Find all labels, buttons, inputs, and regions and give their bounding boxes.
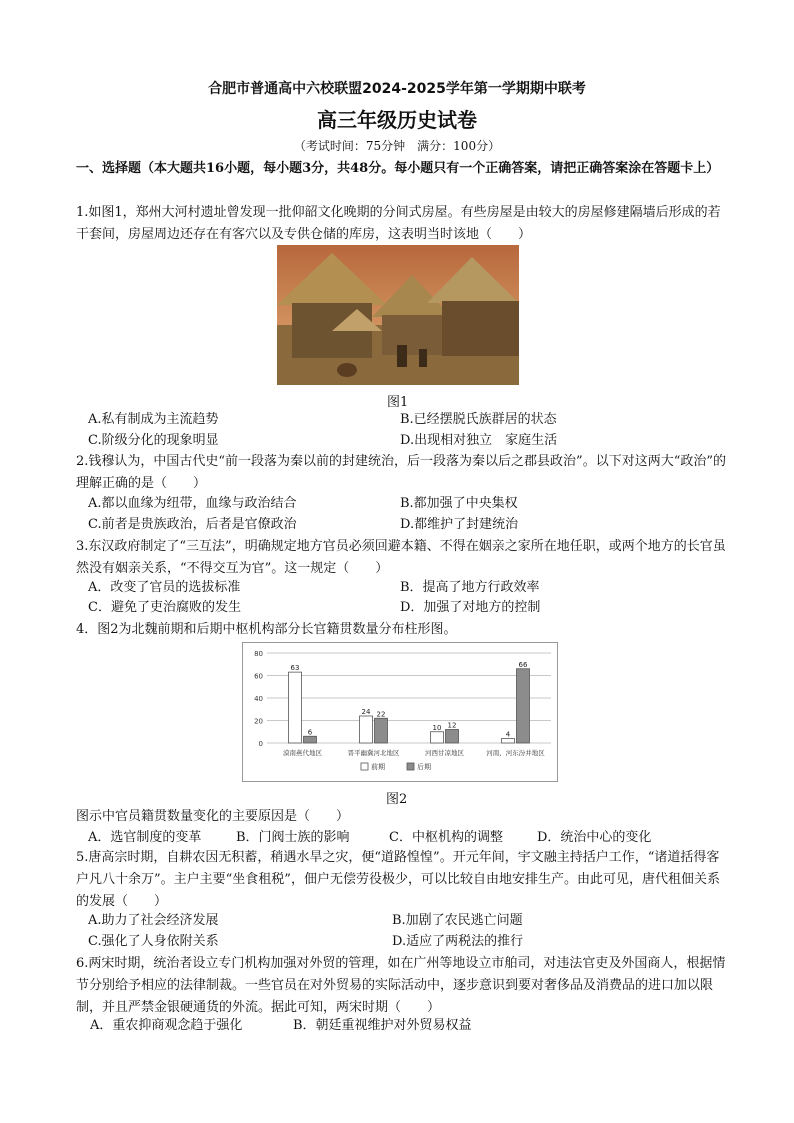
x-tick-label: 晋平幽冀河北地区	[347, 749, 400, 757]
legend-swatch	[361, 763, 368, 770]
q2-stem: 2.钱穆认为，中国古代史“前一段落为秦以前的封建统治，后一段落为秦以后之郡县政治”。以下对这两大“政治”的理解正确的是（ ）	[76, 454, 726, 491]
figure1-caption: 图1	[387, 395, 409, 410]
figure2-caption: 图2	[386, 792, 408, 807]
q1-option-a: A.私有制成为主流趋势	[88, 412, 219, 427]
data-label: 66	[518, 660, 528, 669]
legend-label: 前期	[371, 763, 385, 771]
q1-stem: 1.如图1，郑州大河村遗址曾发现一批仰韶文化晚期的分间式房屋。有些房屋是由较大的房屋修建隔墙后形成的若干套间，房屋周边还存在有客穴以及专供仓储的库房，这表明当时该地（ ）	[76, 205, 721, 242]
data-label: 24	[361, 708, 371, 716]
q2-option-c: C.前者是贵族政治，后者是官僚政治	[88, 517, 297, 532]
x-tick-label: 漠南燕代地区	[283, 749, 322, 757]
q3-option-c: C．避免了吏治腐败的发生	[88, 600, 241, 615]
q6-option-b: B．朝廷重视维护对外贸易权益	[293, 1018, 472, 1033]
q2-option-d: D.都维护了封建统治	[400, 517, 519, 532]
y-tick-label: 0	[258, 740, 263, 748]
bar	[446, 730, 459, 744]
y-tick-label: 60	[254, 672, 263, 681]
y-tick-label: 80	[254, 650, 263, 658]
exam-title: 合肥市普通高中六校联盟2024-2025学年第一学期期中联考	[208, 81, 586, 97]
data-label: 12	[447, 721, 457, 730]
legend-swatch	[407, 763, 414, 770]
village-illustration	[277, 245, 519, 385]
q4-option-a: A．选官制度的变革	[88, 830, 202, 845]
bar-chart-figure2	[242, 642, 558, 782]
y-tick-label: 40	[254, 695, 263, 703]
q5-option-c: C.强化了人身依附关系	[88, 934, 219, 949]
q4-option-d: D．统治中心的变化	[537, 830, 652, 845]
q1-option-d: D.出现相对独立 家庭生活	[400, 433, 558, 448]
data-label: 63	[290, 664, 300, 673]
q3-stem: 3.东汉政府制定了“三互法”，明确规定地方官员必须回避本籍、不得在姻亲之家所在地任职，或两个地方的长官虽然没有姻亲关系，“不得交互为官”。这一规定（ ）	[76, 539, 726, 576]
q5-option-d: D.适应了两税法的推行	[392, 934, 524, 949]
q4-stem: 4．图2为北魏前期和后期中枢机构部分长官籍贯数量分布柱形图。	[76, 622, 457, 637]
q1-option-c: C.阶级分化的现象明显	[88, 433, 219, 448]
q2-option-a: A.都以血缘为纽带，血缘与政治结合	[88, 496, 297, 511]
bar	[517, 669, 530, 743]
bar	[360, 716, 373, 743]
bar	[304, 736, 317, 743]
q3-option-d: D．加强了对地方的控制	[400, 600, 541, 615]
q4-question: 图示中官员籍贯数量变化的主要原因是（ ）	[76, 809, 350, 824]
hut-scene-image	[277, 245, 519, 385]
q6-stem: 6.两宋时期，统治者设立专门机构加强对外贸的管理，如在广州等地设立市舶司，对违法官吏及外国商人，根据情节分别给予相应的法律制裁。一些官员在对外贸易的实际活动中，逐步意识到要对奢侈品及消费品的进口加以限制，并且严禁金银硬通货的外流。据此可知，两宋时期（ ）	[76, 956, 726, 1015]
section-heading: 一、选择题（本大题共16小题，每小题3分，共48分。每小题只有一个正确答案，请把正确答案涂在答题卡上）	[76, 161, 720, 176]
q5-option-a: A.助力了社会经济发展	[88, 913, 219, 928]
q4-option-b: B．门阀士族的影响	[236, 830, 350, 845]
legend-label: 后期	[417, 763, 431, 771]
x-tick-label: 河南、河东汾并地区	[486, 749, 545, 757]
q4-option-c: C．中枢机构的调整	[389, 830, 503, 845]
bar-chart-svg	[243, 643, 557, 781]
bar	[375, 718, 388, 743]
q5-stem: 5.唐高宗时期，自耕农因无积蓄，稍遇水旱之灾，便“道路惶惶”。开元年间，宇文融主持括户工作，“诸道括得客户凡八十余万”。主户主要“坐食租税”，佃户无偿劳役极少，可以比较自由地安排生产。由此可见，唐代租佃关系的发展（ ）	[76, 850, 720, 909]
data-label: 10	[432, 723, 442, 732]
q1-option-b: B.已经摆脱氏族群居的状态	[400, 412, 557, 427]
bar	[289, 672, 302, 743]
q3-option-a: A．改变了官员的选拔标准	[88, 580, 241, 595]
q5-option-b: B.加剧了农民逃亡问题	[392, 913, 523, 928]
data-label: 22	[376, 710, 386, 719]
data-label: 6	[307, 728, 313, 737]
exam-info: （考试时间：75分钟 满分：100分）	[293, 139, 501, 153]
bar	[502, 739, 515, 744]
exam-subtitle: 高三年级历史试卷	[317, 108, 477, 132]
bar	[431, 732, 444, 743]
data-label: 4	[505, 730, 511, 739]
q3-option-b: B．提高了地方行政效率	[400, 580, 540, 595]
q2-option-b: B.都加强了中央集权	[400, 496, 518, 511]
q6-option-a: A．重农抑商观念趋于强化	[90, 1018, 243, 1033]
y-tick-label: 20	[254, 717, 263, 726]
x-tick-label: 河西甘凉地区	[425, 749, 464, 757]
